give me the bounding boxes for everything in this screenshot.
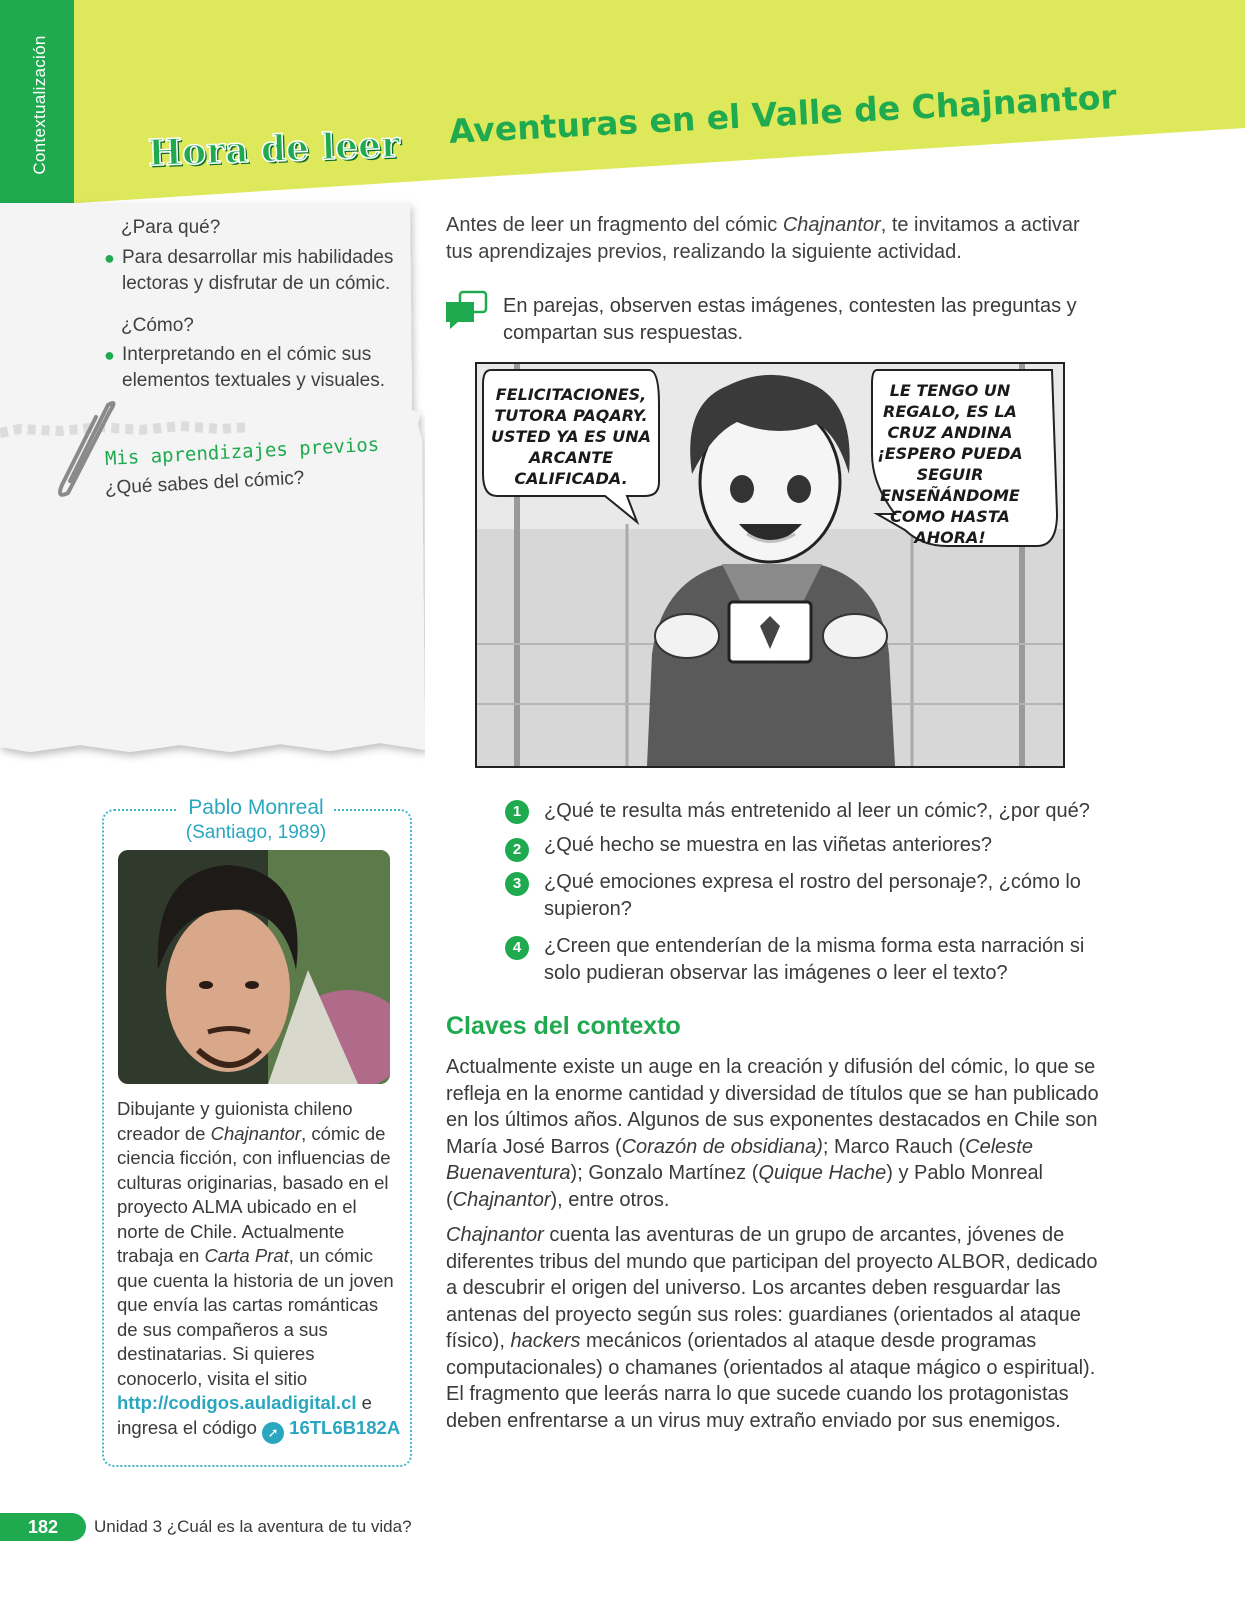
question-text: ¿Creen que entenderían de la misma forma esta narración si solo pudieran observar las imágenes o leer el texto?: [544, 935, 1085, 984]
question-number: 1: [505, 800, 529, 824]
para-que-item: ● Para desarrollar mis habilidades lectoras y disfrutar de un cómic.: [104, 245, 394, 297]
intro-paragraph: Antes de leer un fragmento del cómic Chajnantor, te invitamos a activar tus aprendizajes previos, realizando la siguiente actividad.: [446, 214, 1080, 263]
context-paragraph-1: Actualmente existe un auge en la creación y difusión del cómic, lo que se refleja en la enorme cantidad y diversidad de títulos que se han publicado en los últimos años. Algunos de sus exponentes destacados en Chile son María José Barros (Corazón de obsidiana); Marco Rauch (Celeste Buenaventura); Gonzalo Martínez (Quique Hache) y Pablo Monreal (Chajnantor), entre otros.: [446, 1056, 1099, 1211]
context-heading: Claves del contexto: [446, 1012, 681, 1040]
website-link[interactable]: http://codigos.auladigital.cl: [117, 1392, 357, 1413]
speech-bubble-left: FELICITACIONES, TUTORA PAQARY. USTED YA ES UNA ARCANTE CALIFICADA.: [491, 385, 652, 488]
previous-learning-title: Mis aprendizajes previos: [104, 433, 380, 470]
para-que-label: ¿Para qué?: [121, 217, 221, 238]
section-tab-label: Contextualización: [30, 35, 49, 175]
author-name: Pablo Monreal: [102, 796, 410, 820]
como-label: ¿Cómo?: [121, 315, 194, 336]
comic-panel: [475, 362, 1065, 768]
context-paragraph-2: Chajnantor cuenta las aventuras de un grupo de arcantes, jóvenes de diferentes tribus del mundo que participan del proyecto ALBOR, dedicado a descubrir el origen del universo. Los arcantes deben resguardar las antenas del proyecto según sus roles: guardianes (orientados al ataque físico), hackers mecánicos (orientados al ataque desde programas computacionales) o chamanes (orientados al ataque mágico o espiritual). El fragmento que leerás narra lo que sucede cuando los protagonistas deben enfrentarse a un virus muy extraño enviado por sus enemigos.: [446, 1224, 1098, 1432]
page-number: 182: [0, 1513, 86, 1541]
bullet-icon: ●: [104, 248, 115, 268]
question-number: 2: [505, 838, 529, 862]
pair-discussion-icon: [444, 290, 488, 330]
speech-bubble-right: LE TENGO UN REGALO, ES LA CRUZ ANDINA ¡ESPERO PUEDA SEGUIR ENSEÑÁNDOME COMO HASTA AHORA!: [877, 381, 1023, 547]
bullet-icon: ●: [104, 345, 115, 365]
question-text: ¿Qué emociones expresa el rostro del personaje?, ¿cómo lo supieron?: [544, 871, 1081, 920]
footer-unit-title: Unidad 3 ¿Cuál es la aventura de tu vida?: [94, 1517, 412, 1536]
page-title: Aventuras en el Valle de Chajnantor: [447, 77, 1118, 151]
previous-learning-question: ¿Qué sabes del cómic?: [104, 467, 305, 499]
access-code: 16TL6B182A: [289, 1416, 401, 1438]
question-text: ¿Qué hecho se muestra en las viñetas anteriores?: [544, 834, 993, 856]
author-bio: Dibujante y guionista chileno creador de Chajnantor, cómic de ciencia ficción, con influencias de culturas originarias, basado en el proyecto ALMA ubicado en el norte de Chile. Actualmente trabaja en Carta Prat, un cómic que cuenta la historia de un joven que envía las cartas románticas de sus compañeros a sus destinatarias. Si quieres conocerlo, visita el sitio http://codigos.auladigital.cl e ingresa el código ➚ 16TL6B182A: [117, 1097, 402, 1444]
code-rocket-icon: ➚: [262, 1422, 284, 1444]
question-text: ¿Qué te resulta más entretenido al leer un cómic?, ¿por qué?: [544, 800, 1090, 822]
como-item: ● Interpretando en el cómic sus elementos textuales y visuales.: [104, 342, 394, 394]
question-number: 4: [505, 936, 529, 960]
pair-instruction: En parejas, observen estas imágenes, contesten las preguntas y compartan sus respuestas.: [503, 295, 1077, 344]
author-photo: [118, 850, 390, 1084]
author-years: (Santiago, 1989): [185, 822, 327, 843]
section-heading: Hora de leer: [147, 123, 401, 175]
question-number: 3: [505, 872, 529, 896]
